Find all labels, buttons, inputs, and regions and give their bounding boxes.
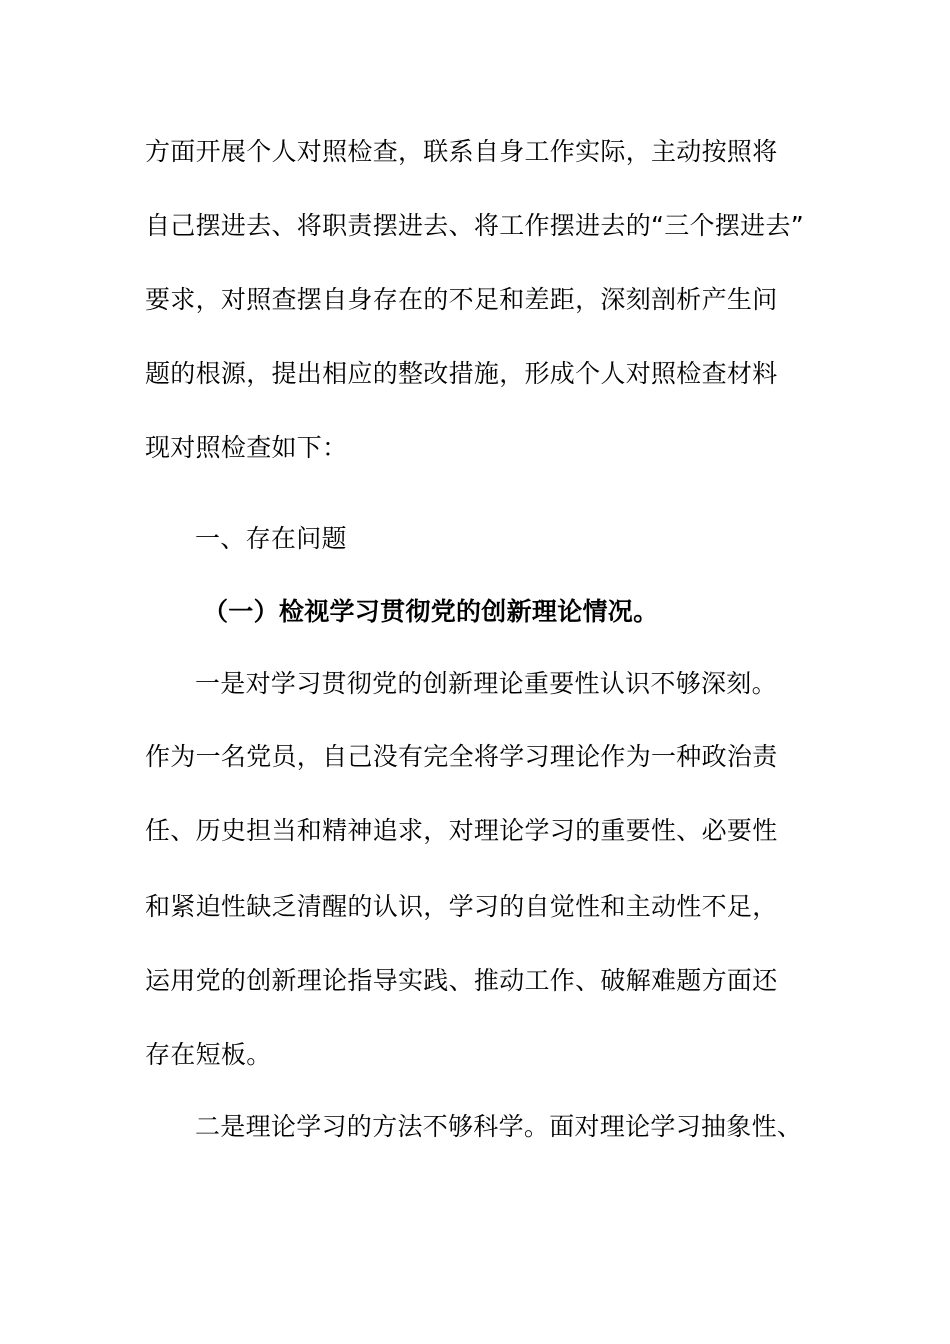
- body-text-line: 要求，对照查摆自身存在的不足和差距，深刻剖析产生问: [145, 285, 778, 314]
- body-text-line: 作为一名党员，自己没有完全将学习理论作为一种政治责: [145, 742, 778, 771]
- body-text-line: 方面开展个人对照检查，联系自身工作实际，主动按照将: [145, 137, 778, 166]
- subsection-heading: （一）检视学习贯彻党的创新理论情况。: [203, 597, 659, 626]
- body-text-line: 任、历史担当和精神追求，对理论学习的重要性、必要性: [145, 816, 778, 845]
- body-text-line: 自己摆进去、将职责摆进去、将工作摆进去的“三个摆进去”: [145, 211, 805, 240]
- paragraph-first-line: 二是理论学习的方法不够科学。面对理论学习抽象性、: [195, 1112, 803, 1141]
- body-text-line: 存在短板。: [145, 1040, 272, 1069]
- body-text-line: 现对照检查如下：: [145, 433, 348, 462]
- body-text-line: 运用党的创新理论指导实践、推动工作、破解难题方面还: [145, 966, 778, 995]
- body-text-line: 题的根源，提出相应的整改措施，形成个人对照检查材料: [145, 359, 778, 388]
- body-text-line: 和紧迫性缺乏清醒的认识，学习的自觉性和主动性不足，: [145, 892, 778, 921]
- section-heading: 一、存在问题: [195, 524, 347, 553]
- paragraph-first-line: 一是对学习贯彻党的创新理论重要性认识不够深刻。: [195, 669, 777, 698]
